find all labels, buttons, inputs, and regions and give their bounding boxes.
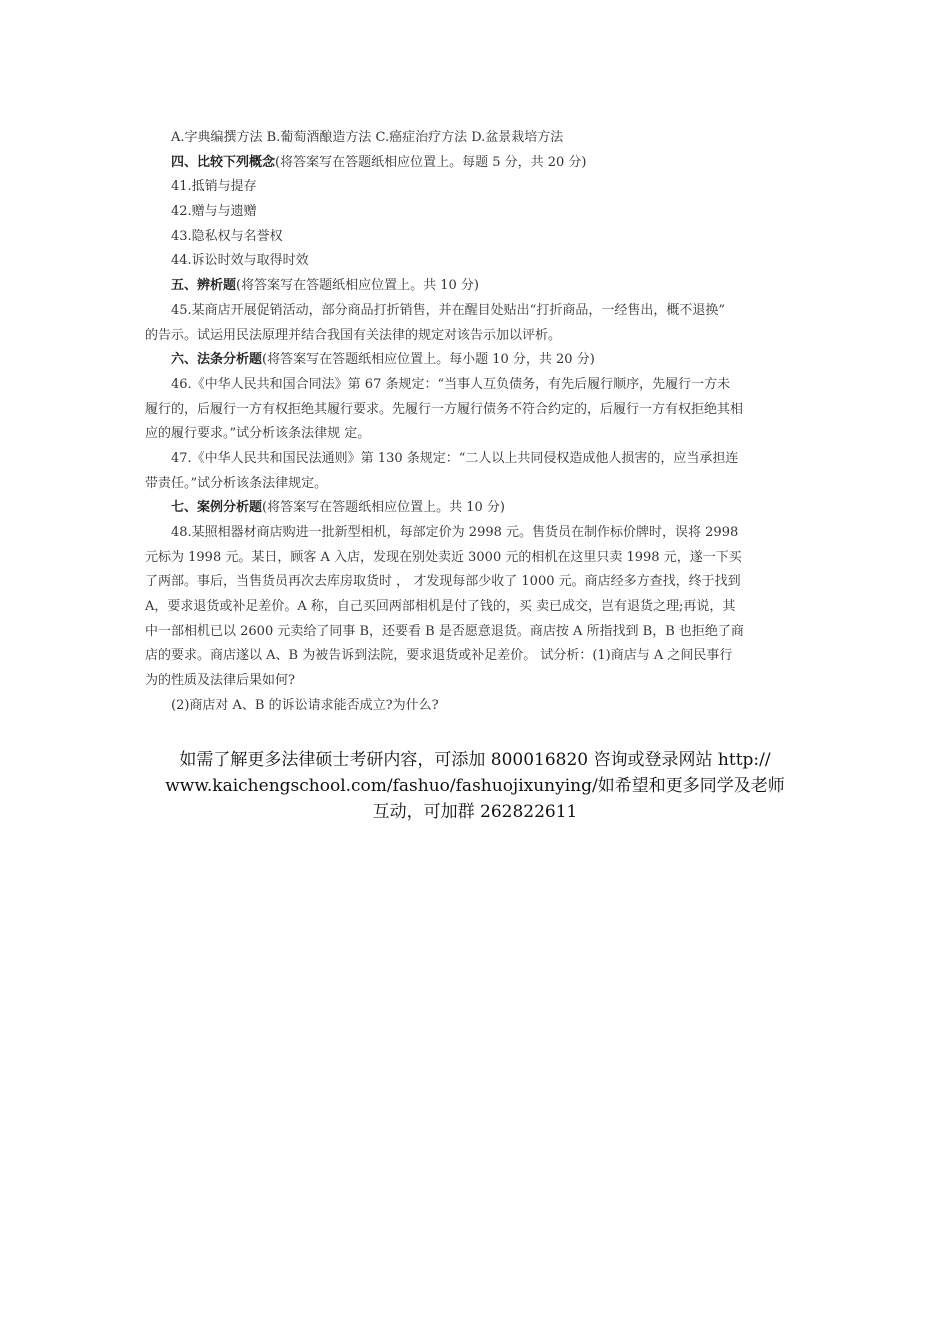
promo-line-3: 互动，可加群 262822611 xyxy=(372,802,578,822)
section-6-note: (将答案写在答题纸相应位置上。每小题 10 分，共 20 分) xyxy=(262,352,595,368)
question-41: 41.抵销与提存 xyxy=(171,179,257,195)
section-7-title xyxy=(145,496,805,521)
question-45-line-1: 45.某商店开展促销活动，部分商品打折销售，并在醒目处贴出“打折商品，一经售出，概不退换” xyxy=(171,302,725,318)
question-44: 44.诉讼时效与取得时效 xyxy=(171,253,309,269)
question-48-line-5: 中一部相机已以 2600 元卖给了同事 B，还要看 B 是否愿意退货。商店按 A 所指找到 B，B 也拒绝了商 xyxy=(145,623,744,639)
question-42: 42.赠与与遗赠 xyxy=(171,204,257,220)
promo-line-2: www.kaichengschool.com/fashuo/fashuojixunying/如希望和更多同学及老师 xyxy=(165,776,785,796)
section-7-note: (将答案写在答题纸相应位置上。共 10 分) xyxy=(262,500,505,516)
question-48-line-6: 店的要求。商店遂以 A、B 为被告诉到法院，要求退货或补足差价。 试分析：(1)商店与 A 之间民事行 xyxy=(145,648,733,664)
section-5-note: (将答案写在答题纸相应位置上。共 10 分) xyxy=(236,278,479,294)
question-47-line-1: 47.《中华人民共和国民法通则》第 130 条规定：“二人以上共同侵权造成他人损害的，应当承担连 xyxy=(171,450,739,466)
section-6-heading: 六、法条分析题 xyxy=(171,352,263,368)
question-48-line-1: 48.某照相器材商店购进一批新型相机，每部定价为 2998 元。售货员在制作标价牌时，误将 2998 xyxy=(171,525,739,540)
question-47-line-2: 带责任。”试分析该条法律规定。 xyxy=(145,475,328,491)
promo-line-1: 如需了解更多法律硕士考研内容，可添加 800016820 咨询或登录网站 http:// xyxy=(179,750,771,770)
question-48-line-2: 元标为 1998 元。某日，顾客 A 入店，发现在别处卖近 3000 元的相机在这里只卖 1998 元，遂一下买 xyxy=(145,549,742,565)
question-48-part-2: (2)商店对 A、B 的诉讼请求能否成立?为什么? xyxy=(171,697,439,713)
section-4-heading: 四、比较下列概念 xyxy=(171,154,276,170)
section-5-heading: 五、辨析题 xyxy=(171,278,237,294)
question-43: 43.隐私权与名誉权 xyxy=(171,228,283,244)
question-48-line-3: 了两部。事后，当售货员再次去库房取货时 ， 才发现每部少收了 1000 元。商店经多方查找，终于找到 xyxy=(145,574,741,590)
question-46-line-2: 履行的，后履行一方有权拒绝其履行要求。先履行一方履行债务不符合约定的，后履行一方有权拒绝其相 xyxy=(145,401,744,417)
question-45-line-2: 的告示。试运用民法原理并结合我国有关法律的规定对该告示加以评析。 xyxy=(145,327,562,343)
question-46-line-1: 46.《中华人民共和国合同法》第 67 条规定：“当事人互负债务，有先后履行顺序，先履行一方未 xyxy=(171,376,731,392)
question-48-line-7: 为的性质及法律后果如何? xyxy=(145,673,295,689)
question-48-line-4: A，要求退货或补足差价。A 称，自己买回两部相机是付了钱的，买 卖已成交，岂有退货之理;再说，其 xyxy=(145,599,736,615)
promo-footer xyxy=(140,747,810,825)
answer-options-line: A.字典编撰方法 B.葡萄酒酿造方法 C.癌症治疗方法 D.盆景栽培方法 xyxy=(171,130,564,145)
section-5-title xyxy=(145,274,805,299)
section-4-title xyxy=(145,151,805,176)
section-7-heading: 七、案例分析题 xyxy=(171,500,263,516)
section-6-title xyxy=(145,348,805,373)
question-46-line-3: 应的履行要求。”试分析该条法律规 定。 xyxy=(145,426,371,442)
section-4-note: (将答案写在答题纸相应位置上。每题 5 分，共 20 分) xyxy=(275,154,587,170)
exam-body xyxy=(145,126,805,719)
